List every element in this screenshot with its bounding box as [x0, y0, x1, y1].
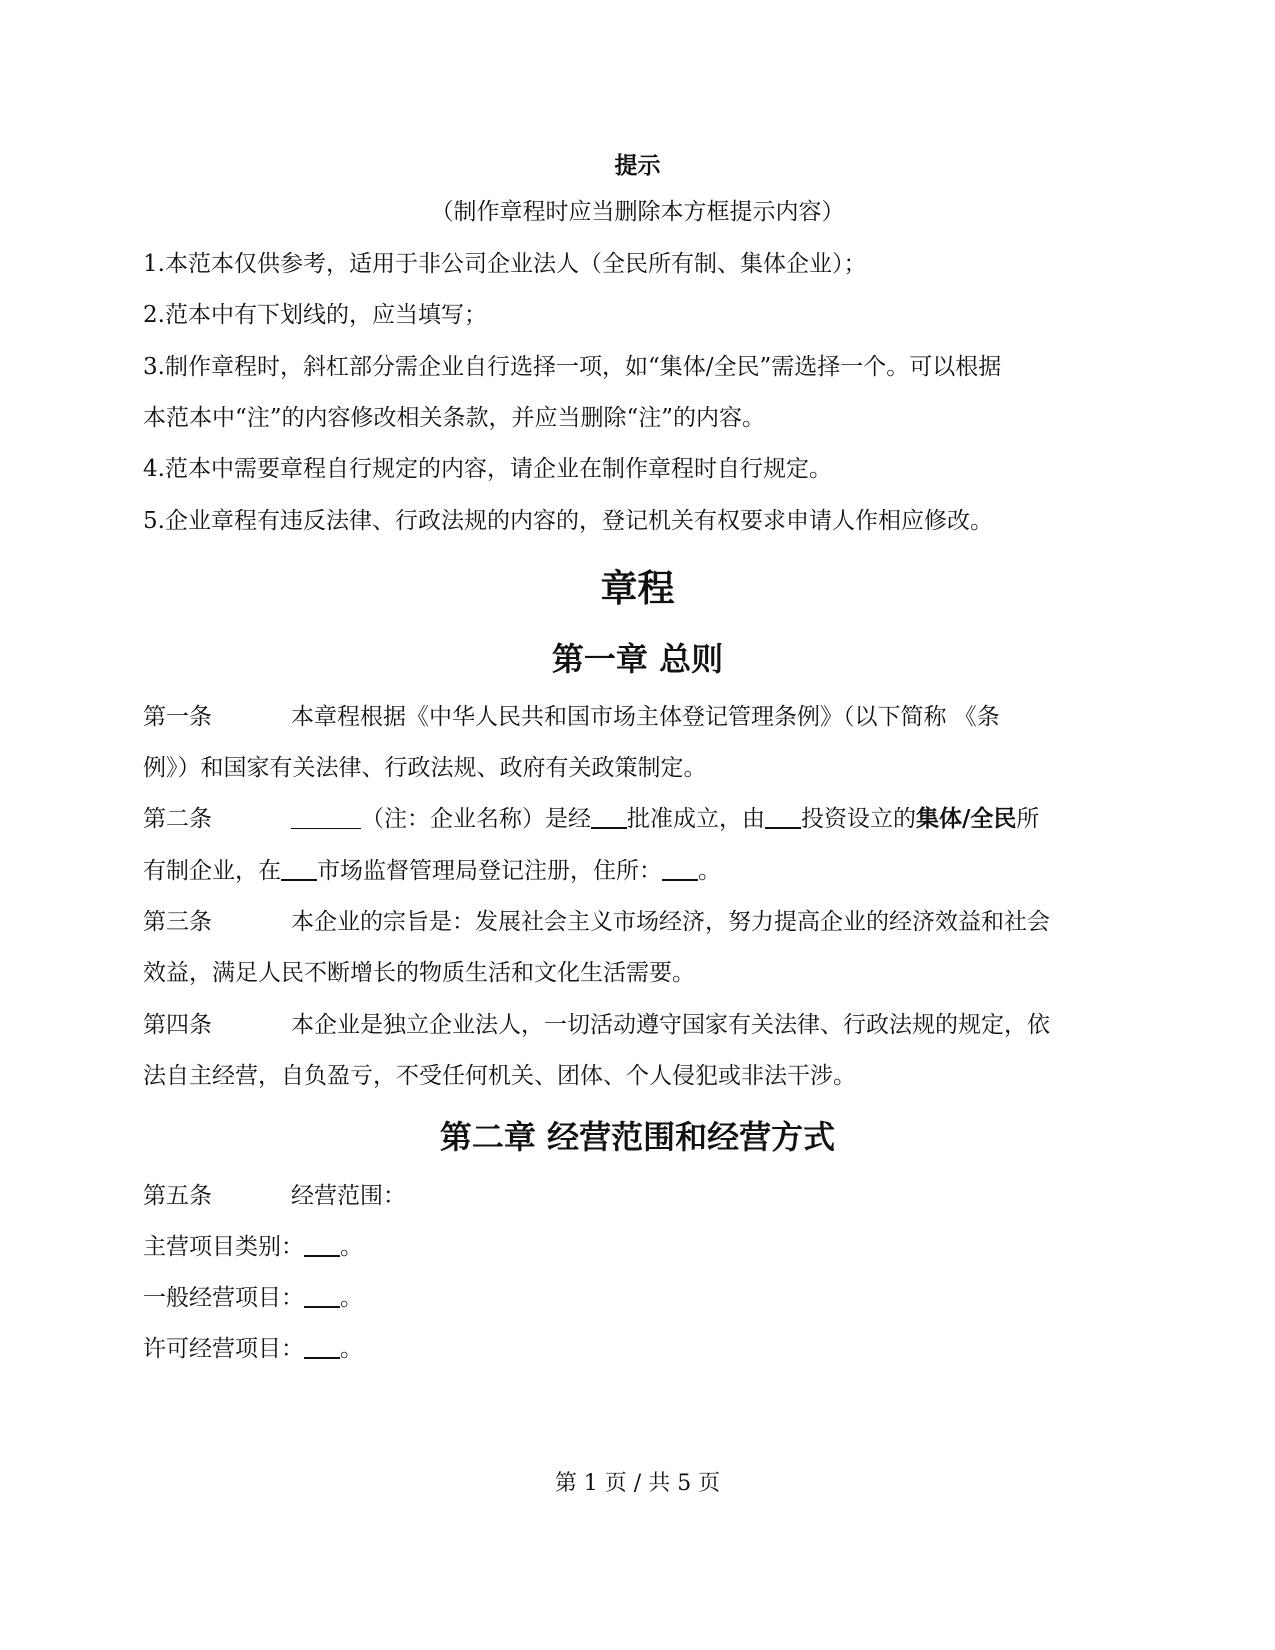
tip-subtitle: （制作章程时应当删除本方框提示内容） — [430, 199, 845, 225]
article-5 — [143, 1181, 406, 1211]
article-2-cont — [143, 856, 721, 886]
address-blank[interactable] — [662, 857, 698, 881]
article-4-text: 本企业是独立企业法人，一切活动遵守国家有关法律、行政法规的规定，依 — [291, 1012, 1050, 1038]
article-2-text-f: 市场监督管理局登记注册，住所： — [317, 858, 662, 884]
period: 。 — [340, 1234, 363, 1260]
tip-item-1: 1.本范本仅供参考，适用于非公司企业法人（全民所有制、集体企业）； — [143, 251, 867, 277]
tip-item-5: 5.企业章程有违反法律、行政法规的内容的，登记机关有权要求申请人作相应修改。 — [143, 508, 993, 534]
article-1-cont: 例》）和国家有关法律、行政法规、政府有关政策制定。 — [143, 755, 707, 781]
tip-item-3-cont: 本范本中“注”的内容修改相关条款，并应当删除“注”的内容。 — [143, 405, 766, 431]
main-business-blank[interactable] — [304, 1233, 340, 1257]
enterprise-name-blank[interactable] — [291, 806, 361, 829]
article-3-cont: 效益，满足人民不断增长的物质生活和文化生活需要。 — [143, 960, 695, 986]
tip-title: 提示 — [614, 152, 661, 179]
article-2-period: 。 — [698, 858, 721, 884]
ownership-type: 集体/全民 — [916, 805, 1017, 832]
article-2-text-b: 批准成立，由 — [627, 806, 765, 832]
investor-blank[interactable] — [765, 805, 801, 829]
licensed-business-blank[interactable] — [304, 1335, 340, 1359]
article-3 — [143, 907, 1050, 937]
article-3-text: 本企业的宗旨是：发展社会主义市场经济，努力提高企业的经济效益和社会 — [291, 909, 1050, 935]
article-2-number: 第二条 — [143, 806, 212, 832]
main-business-line — [143, 1232, 363, 1262]
article-2-text-d: 所 — [1016, 806, 1040, 832]
article-2-text-c: 投资设立的 — [801, 806, 916, 832]
document-title: 章程 — [600, 566, 675, 610]
article-1-number: 第一条 — [143, 704, 212, 730]
article-5-number: 第五条 — [143, 1183, 212, 1209]
article-2-text-e: 有制企业，在 — [143, 858, 281, 884]
period: 。 — [340, 1336, 363, 1362]
article-1 — [143, 702, 1000, 732]
article-1-text: 本章程根据《中华人民共和国市场主体登记管理条例》（以下简称 《条 — [291, 704, 1000, 730]
registry-blank[interactable] — [281, 857, 317, 881]
tip-item-4: 4.范本中需要章程自行规定的内容，请企业在制作章程时自行规定。 — [143, 456, 832, 482]
chapter-1-title: 第一章 总则 — [551, 640, 724, 678]
article-3-number: 第三条 — [143, 909, 212, 935]
licensed-business-label: 许可经营项目： — [143, 1336, 304, 1362]
general-business-line — [143, 1283, 363, 1313]
article-2-text-a: （注：企业名称）是经 — [361, 806, 591, 832]
article-4-cont: 法自主经营，自负盈亏，不受任何机关、团体、个人侵犯或非法干涉。 — [143, 1063, 856, 1089]
article-5-text: 经营范围： — [291, 1183, 406, 1209]
period: 。 — [340, 1285, 363, 1311]
main-business-label: 主营项目类别： — [143, 1234, 304, 1260]
page-footer: 第 1 页 / 共 5 页 — [554, 1471, 721, 1496]
article-2 — [143, 804, 1039, 834]
general-business-blank[interactable] — [304, 1284, 340, 1308]
tip-item-2: 2.范本中有下划线的，应当填写； — [143, 302, 487, 328]
approver-blank[interactable] — [591, 805, 627, 829]
article-4 — [143, 1010, 1050, 1040]
general-business-label: 一般经营项目： — [143, 1285, 304, 1311]
article-4-number: 第四条 — [143, 1012, 212, 1038]
chapter-2-title: 第二章 经营范围和经营方式 — [439, 1118, 836, 1156]
licensed-business-line — [143, 1334, 363, 1364]
tip-item-3: 3.制作章程时，斜杠部分需企业自行选择一项，如“集体/全民”需选择一个。可以根据 — [143, 354, 1002, 380]
